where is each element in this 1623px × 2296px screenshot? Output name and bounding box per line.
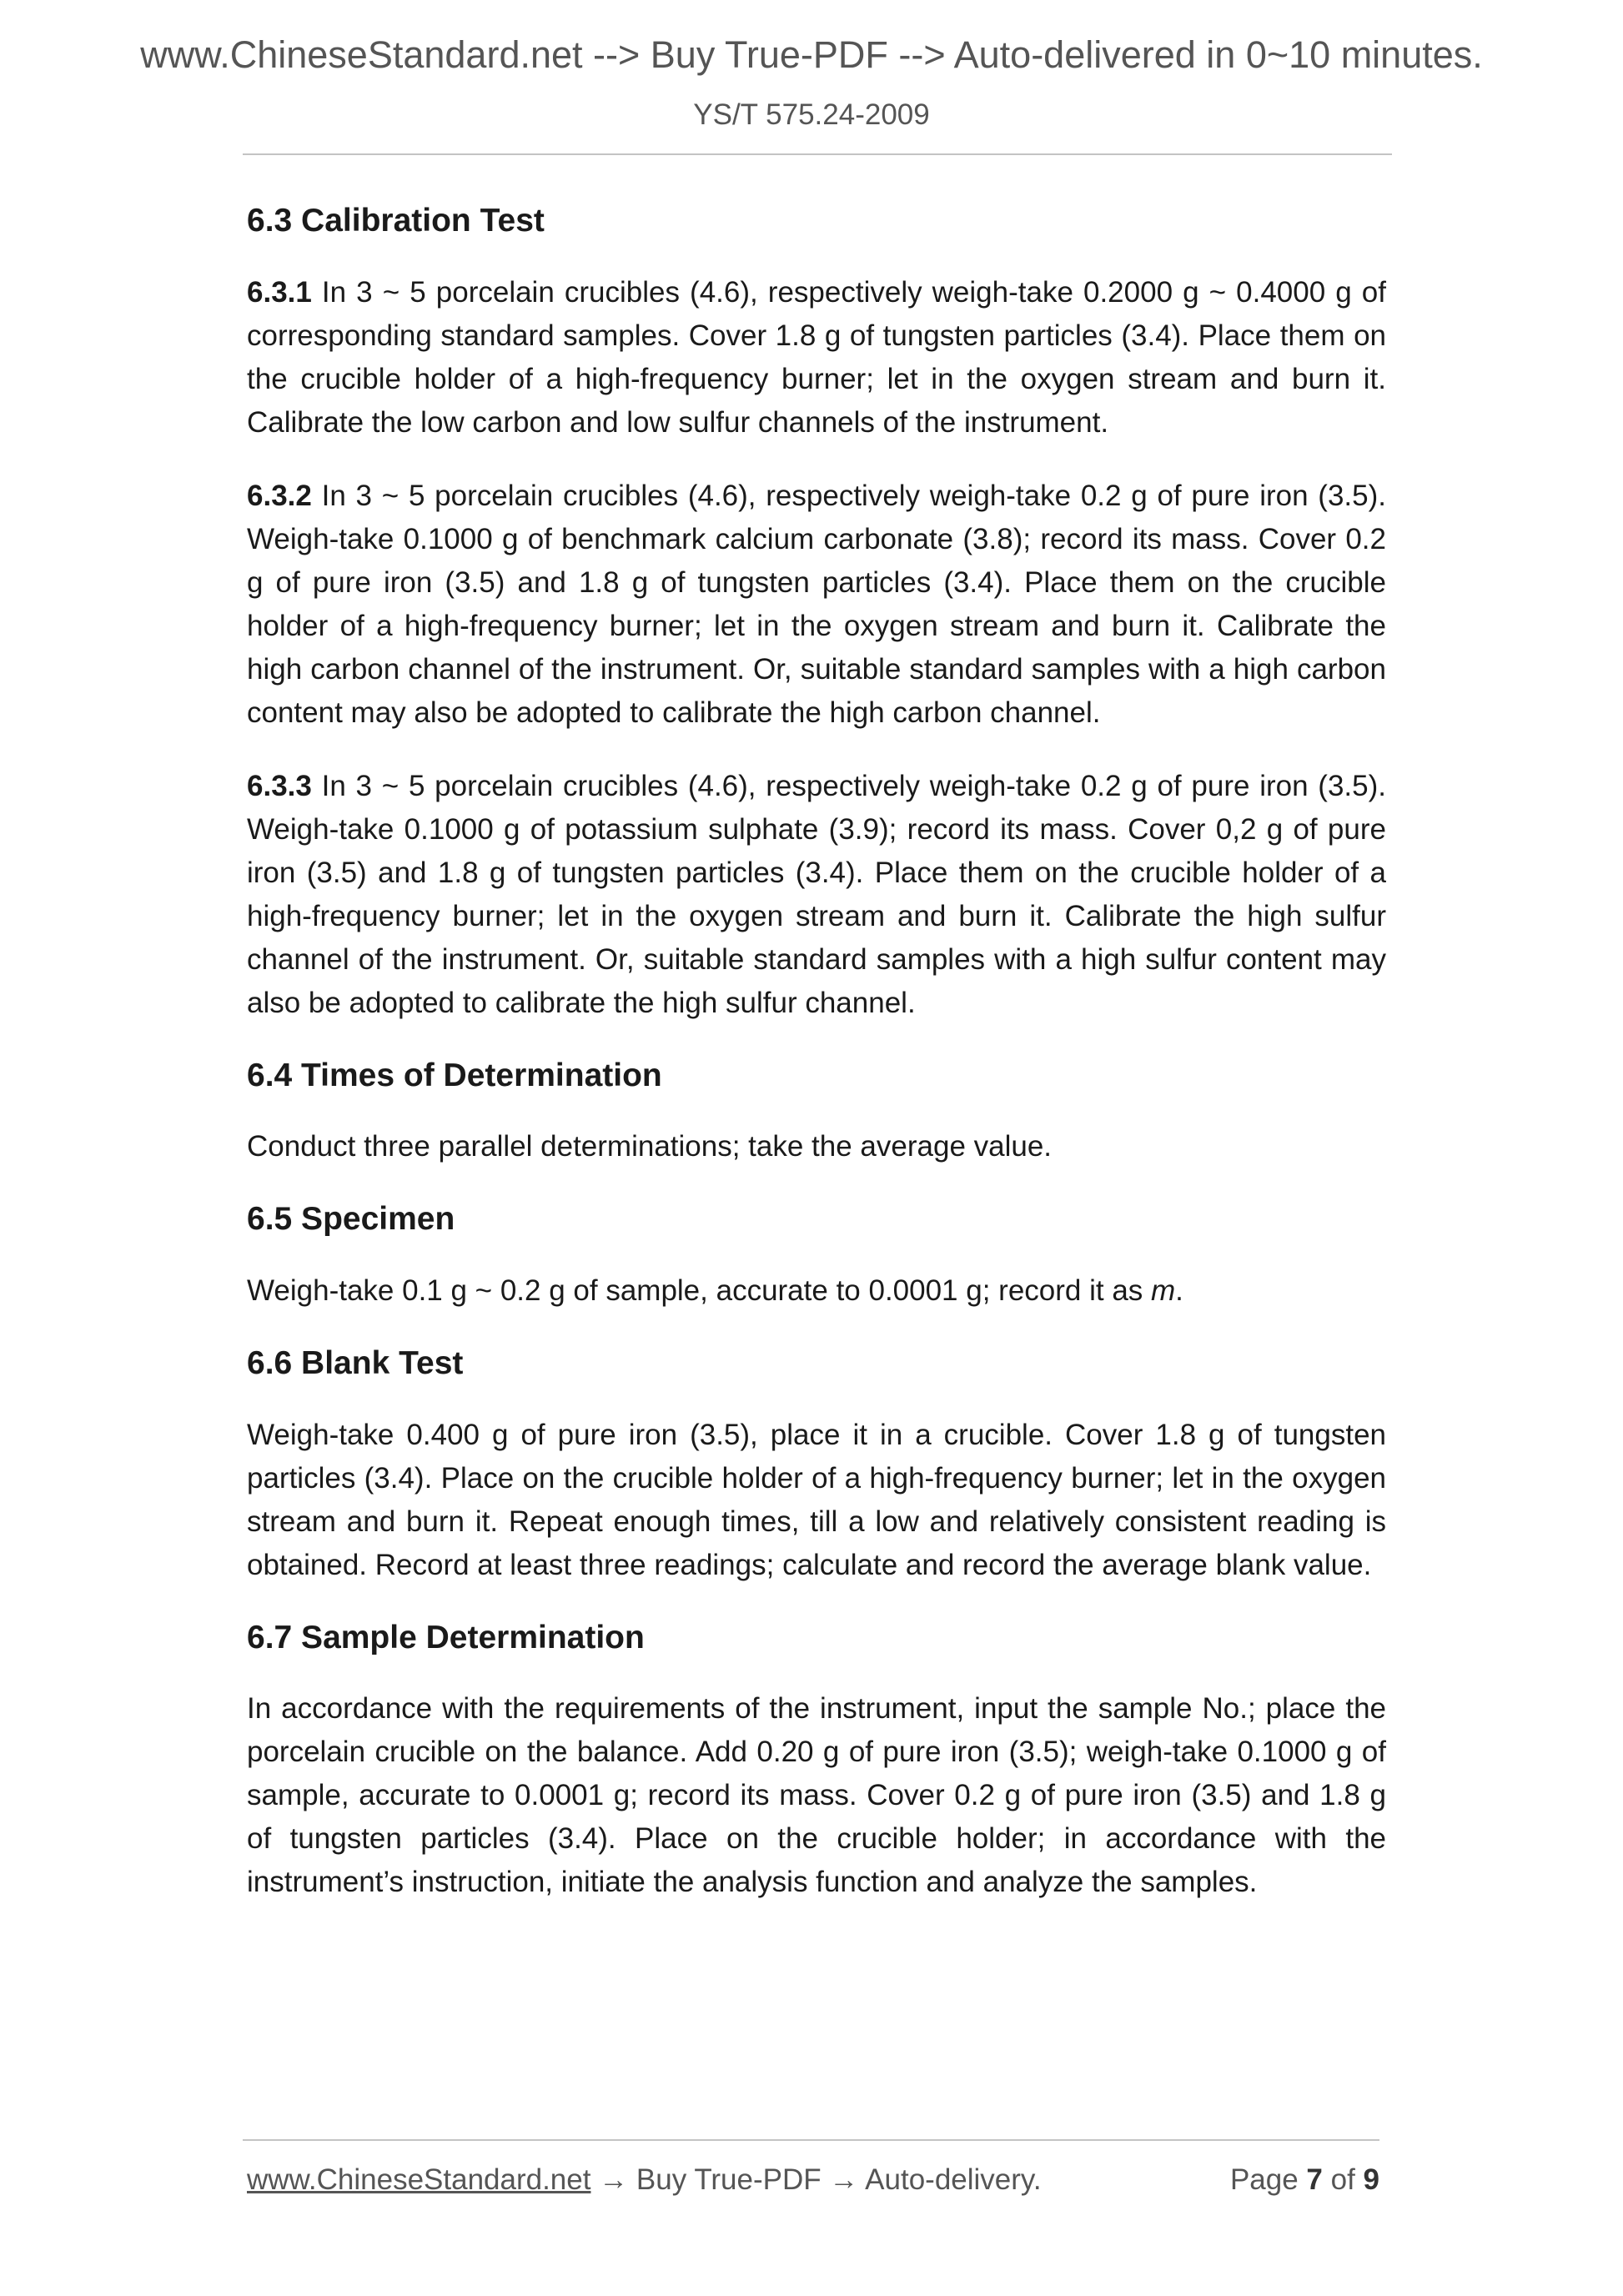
- page-of-label: of: [1322, 2163, 1364, 2196]
- current-page-number: 7: [1306, 2163, 1323, 2196]
- header-divider: [243, 153, 1392, 155]
- sentence-end: .: [1175, 1274, 1183, 1308]
- clause-number: 6.3.3: [247, 769, 312, 802]
- section-heading-6-7: 6.7 Sample Determination: [247, 1619, 645, 1655]
- page-indicator: [1230, 2163, 1379, 2197]
- footer-promo: [247, 2163, 1042, 2197]
- paragraph-6-7: In accordance with the requirements of the instrument, input the sample No.; place the porcelain crucible on the balance. Add 0.20 g of pure iron (3.5); weigh-take 0.1000 g of sample, accurate to 0.0001 g; record its mass. Cover 0.2 g of pure iron (3.5) and 1.8 g of tungsten particles (3.4). Place on the crucible holder; in accordance with the instrument’s instruction, initiate the analysis function and analyze the samples.: [247, 1692, 1386, 1899]
- footer-divider: [243, 2139, 1379, 2141]
- paragraph-6-5: [247, 1269, 1386, 1313]
- section-heading-6-3: 6.3 Calibration Test: [247, 203, 545, 239]
- clause-text: In 3 ~ 5 porcelain crucibles (4.6), respectively weigh-take 0.2 g of pure iron (3.5). Weigh-take 0.1000 g of potassium sulphate (3.9); record its mass. Cover 0,2 g of pure iron (3.5) and 1.8 g of tungsten particles (3.4). Place them on the crucible holder of a high-frequency burner; let in the oxygen stream and burn it. Calibrate the high sulfur channel of the instrument. Or, suitable standard samples with a high sulfur content may also be adopted to calibrate the high sulfur channel.: [247, 769, 1386, 1019]
- paragraph-6-3-3: [247, 765, 1386, 1025]
- paragraph-6-4: Conduct three parallel determinations; take the average value.: [247, 1130, 1053, 1163]
- clause-number: 6.3.1: [247, 275, 312, 309]
- section-heading-6-5: 6.5 Specimen: [247, 1201, 455, 1238]
- footer-tagline: → Buy True-PDF → Auto-delivery.: [590, 2163, 1042, 2196]
- clause-number: 6.3.2: [247, 479, 312, 512]
- clause-text: In 3 ~ 5 porcelain crucibles (4.6), respectively weigh-take 0.2 g of pure iron (3.5). Weigh-take 0.1000 g of benchmark calcium carbonate (3.8); record its mass. Cover 0.2 g of pure iron (3.5) and 1.8 g of tungsten particles (3.4). Place them on the crucible holder of a high-frequency burner; let in the oxygen stream and burn it. Calibrate the high carbon channel of the instrument. Or, suitable standard samples with a high carbon content may also be adopted to calibrate the high carbon channel.: [247, 479, 1386, 729]
- document-body: [247, 200, 1386, 1934]
- footer-site-link[interactable]: www.ChineseStandard.net: [247, 2163, 591, 2196]
- standard-code: YS/T 575.24-2009: [693, 98, 930, 131]
- total-page-number: 9: [1363, 2163, 1379, 2196]
- paragraph-6-6: Weigh-take 0.400 g of pure iron (3.5), place it in a crucible. Cover 1.8 g of tungsten particles (3.4). Place on the crucible holder of a high-frequency burner; let in the oxygen stream and burn it. Repeat enough times, till a low and relatively consistent reading is obtained. Record at least three readings; calculate and record the average blank value.: [247, 1418, 1386, 1581]
- paragraph-6-3-2: [247, 475, 1386, 735]
- section-heading-6-4: 6.4 Times of Determination: [247, 1057, 662, 1093]
- site-banner: www.ChineseStandard.net --> Buy True-PDF --> Auto-delivered in 0~10 minutes.: [140, 33, 1483, 76]
- clause-text: In 3 ~ 5 porcelain crucibles (4.6), respectively weigh-take 0.2000 g ~ 0.4000 g of corresponding standard samples. Cover 1.8 g of tungsten particles (3.4). Place them on the crucible holder of a high-frequency burner; let in the oxygen stream and burn it. Calibrate the low carbon and low sulfur channels of the instrument.: [247, 275, 1386, 439]
- section-heading-6-6: 6.6 Blank Test: [247, 1345, 464, 1382]
- mass-symbol: m: [1151, 1274, 1176, 1308]
- paragraph-6-3-1: [247, 271, 1386, 445]
- clause-text: Weigh-take 0.1 g ~ 0.2 g of sample, accurate to 0.0001 g; record it as: [247, 1274, 1152, 1308]
- page-label: Page: [1229, 2163, 1307, 2196]
